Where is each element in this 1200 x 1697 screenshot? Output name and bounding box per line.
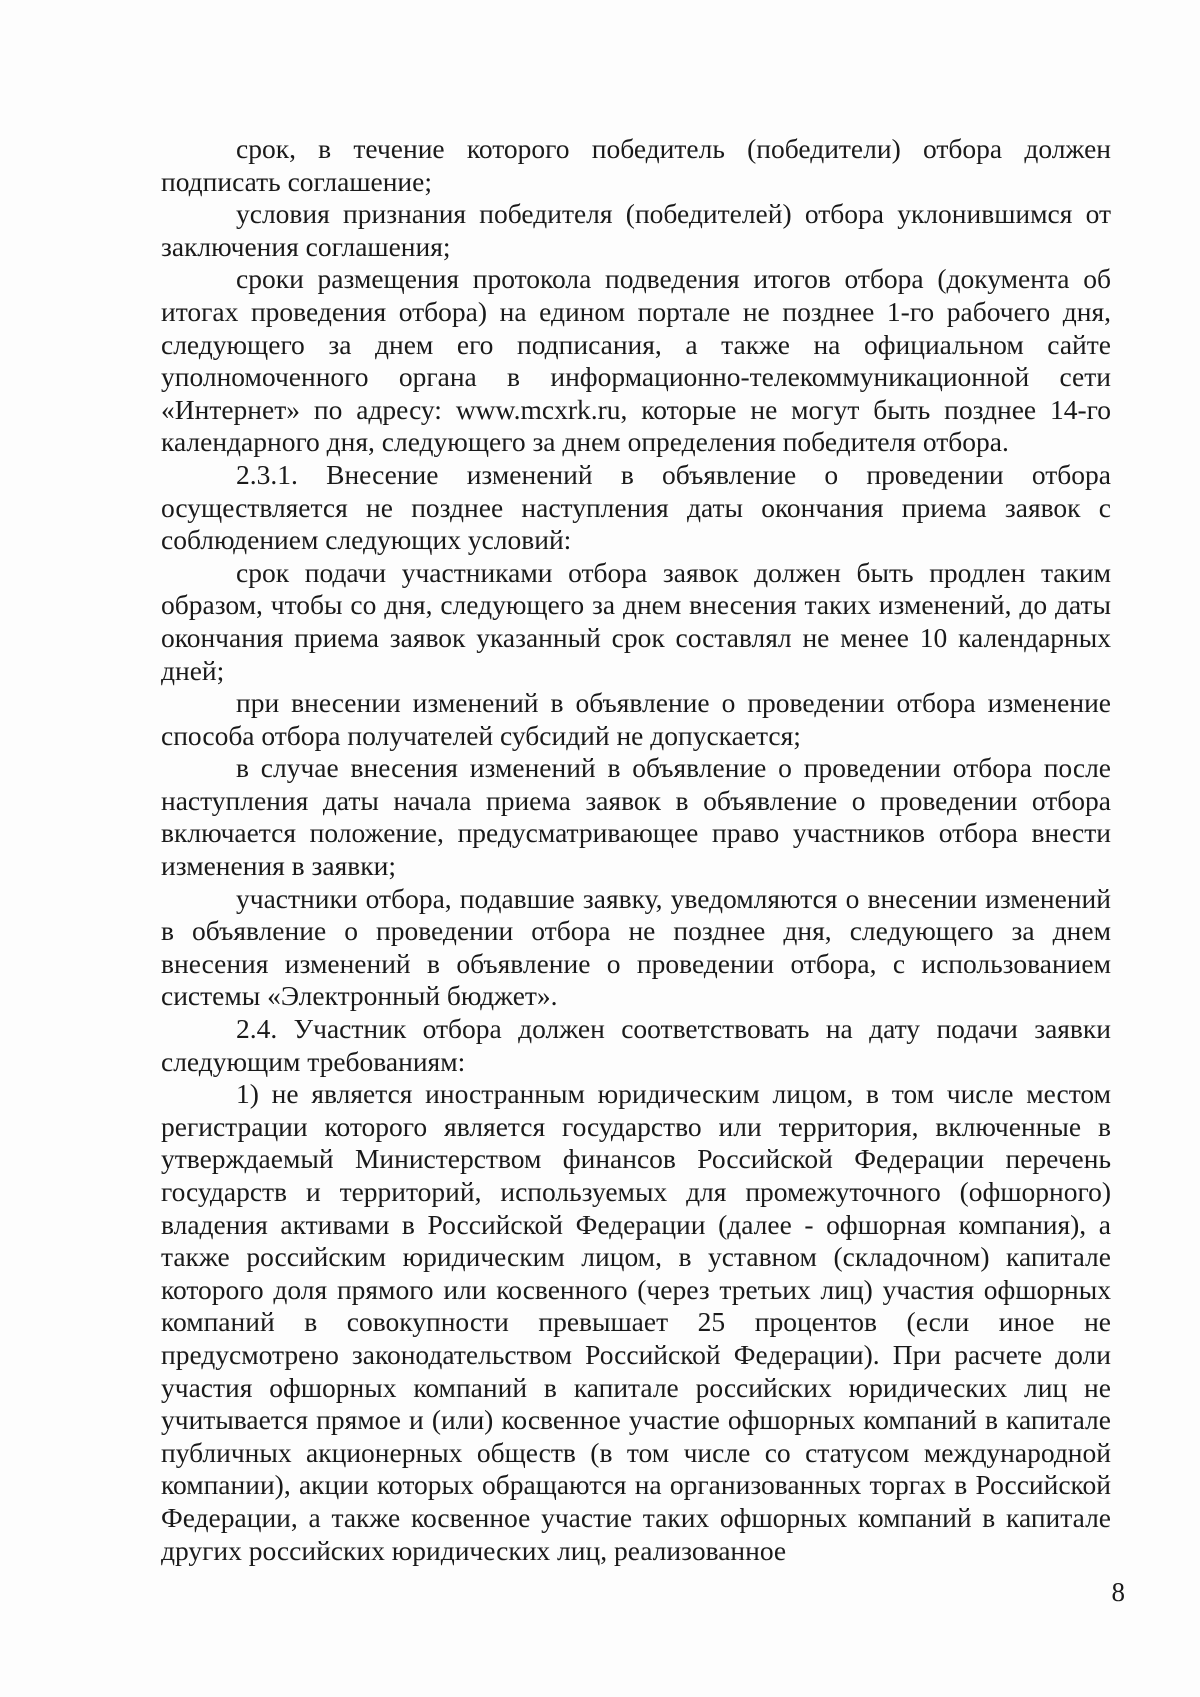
paragraph-application-changes: в случае внесения изменений в объявление о проведении отбора после наступления даты начала приема заявок в объявление о проведении отбора включается положение, предусматривающее право участников отбора внести изменения в заявки; <box>161 752 1111 882</box>
paragraph-2-4: 2.4. Участник отбора должен соответствовать на дату подачи заявки следующим требованиям: <box>161 1013 1111 1077</box>
paragraph-protocol-placement: сроки размещения протокола подведения итогов отбора (документа об итогах проведения отбора) на едином портале не позднее 1-го рабочего дня, следующего за днем его подписания, а также на официальном сайте уполномоченного органа в информационно-телекоммуникационной сети «Интернет» по адресу: www.mcxrk.ru, которые не могут быть позднее 14-го календарного дня, следующего за днем определения победителя отбора. <box>161 263 1111 458</box>
paragraph-evasion-conditions: условия признания победителя (победителей) отбора уклонившимся от заключения соглашения; <box>161 198 1111 262</box>
paragraph-deadline-extension: срок подачи участниками отбора заявок должен быть продлен таким образом, чтобы со дня, следующего за днем внесения таких изменений, до даты окончания приема заявок указанный срок составлял не менее 10 календарных дней; <box>161 556 1111 686</box>
paragraph-participant-notice: участники отбора, подавшие заявку, уведомляются о внесении изменений в объявление о проведении отбора не позднее дня, следующего за днем внесения изменений в объявление о проведении отбора, с использованием системы «Электронный бюджет». <box>161 882 1111 1012</box>
paragraph-signing-deadline: срок, в течение которого победитель (победители) отбора должен подписать соглашение; <box>161 133 1111 197</box>
paragraph-method-change: при внесении изменений в объявление о проведении отбора изменение способа отбора получателей субсидий не допускается; <box>161 687 1111 751</box>
paragraph-requirement-1: 1) не является иностранным юридическим лицом, в том числе местом регистрации которого является государство или территория, включенные в утверждаемый Министерством финансов Российской Федерации перечень государств и территорий, используемых для промежуточного (офшорного) владения активами в Российской Федерации (далее - офшорная компания), а также российским юридическим лицом, в уставном (складочном) капитале которого доля прямого или косвенного (через третьих лиц) участия офшорных компаний в совокупности превышает 25 процентов (если иное не предусмотрено законодательством Российской Федерации). При расчете доли участия офшорных компаний в капитале российских юридических лиц не учитывается прямое и (или) косвенное участие офшорных компаний в капитале публичных акционерных обществ (в том числе со статусом международной компании), акции которых обращаются на организованных торгах в Российской Федерации, а также косвенное участие таких офшорных компаний в капитале других российских юридических лиц, реализованное <box>161 1078 1111 1566</box>
document-body <box>161 133 1111 1567</box>
page-number: 8 <box>1111 1577 1125 1607</box>
paragraph-2-3-1: 2.3.1. Внесение изменений в объявление о проведении отбора осуществляется не позднее наступления даты окончания приема заявок с соблюдением следующих условий: <box>161 458 1111 556</box>
